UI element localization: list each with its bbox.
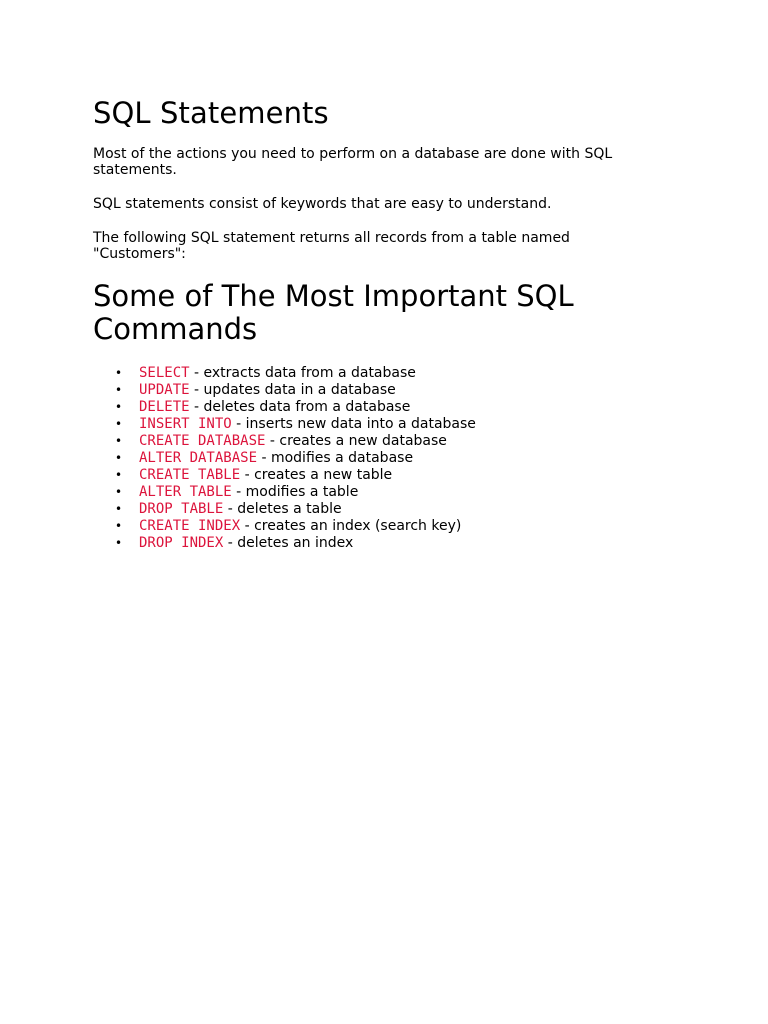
command-description: - deletes an index	[223, 535, 354, 551]
list-item	[93, 484, 693, 501]
command-description: - extracts data from a database	[189, 365, 416, 381]
command-description: - modifies a database	[257, 450, 414, 466]
intro-paragraph: Most of the actions you need to perform on a database are done with SQL statements.	[93, 146, 613, 178]
bullet-icon: •	[115, 468, 123, 482]
document-page	[93, 96, 693, 552]
bullet-icon: •	[115, 485, 123, 499]
list-item	[93, 535, 693, 552]
bullet-icon: •	[115, 519, 123, 533]
sql-keyword: DROP INDEX	[139, 535, 224, 551]
list-item	[93, 467, 693, 484]
bullet-icon: •	[115, 536, 123, 550]
command-description: - deletes a table	[223, 501, 342, 517]
command-description: - deletes data from a database	[189, 399, 411, 415]
list-item	[93, 399, 693, 416]
sql-keyword: CREATE TABLE	[139, 467, 241, 483]
sql-keyword: DROP TABLE	[139, 501, 224, 517]
list-item	[93, 433, 693, 450]
list-item	[93, 365, 693, 382]
list-item	[93, 416, 693, 433]
commands-list	[93, 365, 693, 552]
bullet-icon: •	[115, 417, 123, 431]
command-description: - inserts new data into a database	[231, 416, 476, 432]
command-description: - updates data in a database	[189, 382, 396, 398]
command-description: - modifies a table	[231, 484, 359, 500]
page-title: SQL Statements	[93, 96, 329, 130]
command-description: - creates an index (search key)	[240, 518, 462, 534]
command-description: - creates a new table	[240, 467, 393, 483]
sql-keyword: CREATE DATABASE	[139, 433, 266, 449]
sql-keyword: INSERT INTO	[139, 416, 232, 432]
sql-keyword: CREATE INDEX	[139, 518, 241, 534]
sql-keyword: ALTER TABLE	[139, 484, 232, 500]
bullet-icon: •	[115, 366, 123, 380]
bullet-icon: •	[115, 451, 123, 465]
sql-keyword: UPDATE	[139, 382, 190, 398]
section-heading: Some of The Most Important SQL Commands	[93, 279, 574, 346]
example-paragraph: The following SQL statement returns all records from a table named "Customers":	[93, 230, 570, 262]
bullet-icon: •	[115, 434, 123, 448]
list-item	[93, 518, 693, 535]
bullet-icon: •	[115, 383, 123, 397]
sql-keyword: DELETE	[139, 399, 190, 415]
sql-keyword: ALTER DATABASE	[139, 450, 258, 466]
list-item	[93, 501, 693, 518]
sql-keyword: SELECT	[139, 365, 190, 381]
keywords-paragraph: SQL statements consist of keywords that are easy to understand.	[93, 196, 552, 212]
bullet-icon: •	[115, 400, 123, 414]
bullet-icon: •	[115, 502, 123, 516]
command-description: - creates a new database	[265, 433, 447, 449]
list-item	[93, 450, 693, 467]
list-item	[93, 382, 693, 399]
